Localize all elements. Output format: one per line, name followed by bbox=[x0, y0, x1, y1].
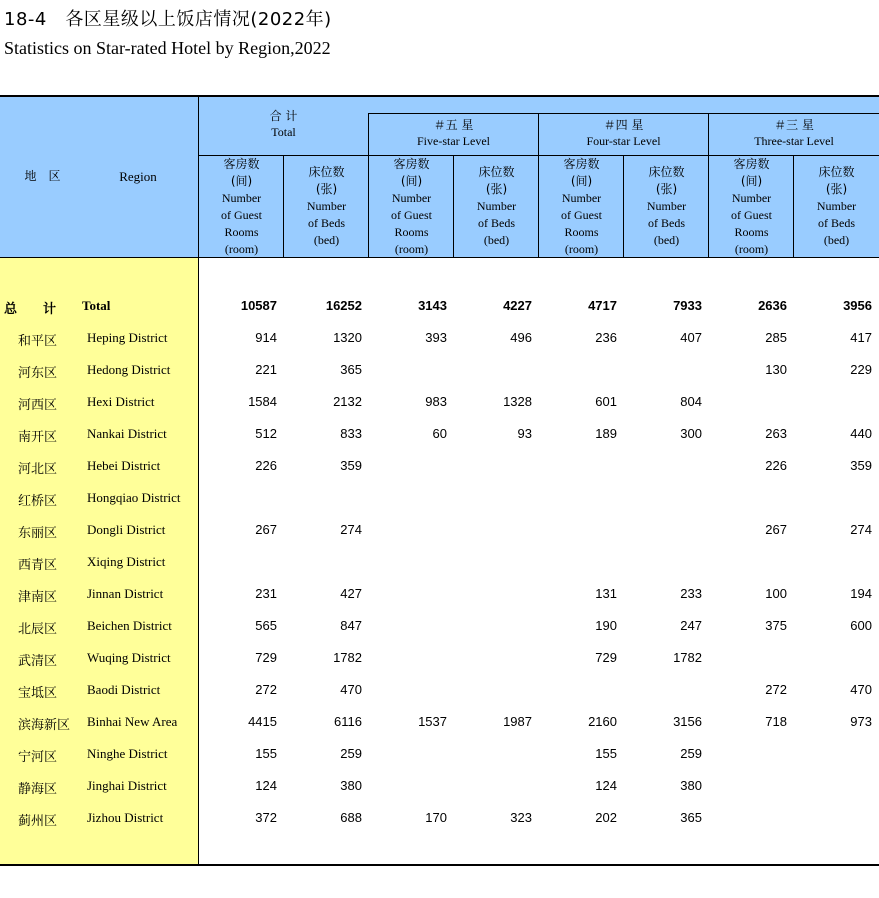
region-en: Jizhou District bbox=[87, 810, 164, 825]
group-header-four-star: ＃四 星 Four-star Level bbox=[586, 118, 661, 148]
cell-four-star-beds: 247 bbox=[680, 618, 702, 633]
table-row bbox=[0, 354, 879, 386]
table-bottom-rule bbox=[0, 864, 879, 866]
cell-three-star-beds: 274 bbox=[850, 522, 872, 537]
subheader-beds: 床位数 (张) Number of Beds (bed) bbox=[476, 165, 517, 247]
region-cn: 河东区 bbox=[18, 366, 58, 381]
cell-five-star-rooms: 60 bbox=[432, 426, 447, 441]
cell-total-beds: 1320 bbox=[333, 330, 362, 345]
cell-total-rooms: 10587 bbox=[240, 298, 277, 313]
cell-four-star-rooms: 4717 bbox=[588, 298, 617, 313]
cell-three-star-beds: 470 bbox=[850, 682, 872, 697]
cell-three-star-rooms: 226 bbox=[765, 458, 787, 473]
cell-total-beds: 16252 bbox=[325, 298, 362, 313]
cell-five-star-rooms: 3143 bbox=[418, 298, 447, 313]
table-row bbox=[0, 738, 879, 770]
cell-total-rooms: 272 bbox=[255, 682, 277, 697]
cell-three-star-rooms: 375 bbox=[765, 618, 787, 633]
region-cn: 武清区 bbox=[18, 654, 58, 669]
table-row bbox=[0, 802, 879, 834]
region-cn: 宝坻区 bbox=[18, 686, 58, 701]
cell-three-star-beds: 973 bbox=[850, 714, 872, 729]
cell-total-rooms: 226 bbox=[255, 458, 277, 473]
cell-total-beds: 427 bbox=[340, 586, 362, 601]
cell-four-star-beds: 233 bbox=[680, 586, 702, 601]
subheader-beds: 床位数 (张) Number of Beds (bed) bbox=[816, 165, 857, 247]
cell-total-beds: 2132 bbox=[333, 394, 362, 409]
region-en: Wuqing District bbox=[87, 650, 171, 665]
cell-total-beds: 470 bbox=[340, 682, 362, 697]
region-cn: 滨海新区 bbox=[18, 718, 71, 733]
table-row bbox=[0, 482, 879, 514]
region-en: Jinnan District bbox=[87, 586, 164, 601]
region-cn: 东丽区 bbox=[18, 526, 58, 541]
region-en: Jinghai District bbox=[87, 778, 167, 793]
cell-five-star-rooms: 1537 bbox=[418, 714, 447, 729]
title-chinese: 18-4 各区星级以上饭店情况(2022年) bbox=[4, 9, 332, 30]
region-en: Beichen District bbox=[87, 618, 172, 633]
region-cn: 宁河区 bbox=[18, 750, 58, 765]
cell-five-star-beds: 323 bbox=[510, 810, 532, 825]
region-en: Baodi District bbox=[87, 682, 161, 697]
group-header-total: 合 计 Total bbox=[269, 109, 298, 139]
cell-total-rooms: 565 bbox=[255, 618, 277, 633]
cell-three-star-rooms: 272 bbox=[765, 682, 787, 697]
subheader-rooms: 客房数 (间) Number of Guest Rooms (room) bbox=[391, 157, 432, 256]
region-cn: 河西区 bbox=[18, 398, 58, 413]
group-header-three-star: ＃三 星 Three-star Level bbox=[754, 118, 834, 148]
cell-three-star-rooms: 718 bbox=[765, 714, 787, 729]
cell-total-beds: 847 bbox=[340, 618, 362, 633]
cell-five-star-rooms: 393 bbox=[425, 330, 447, 345]
region-cn: 蓟州区 bbox=[18, 814, 58, 829]
table-row-total bbox=[0, 290, 879, 322]
cell-five-star-beds: 496 bbox=[510, 330, 532, 345]
table-row bbox=[0, 578, 879, 610]
cell-three-star-beds: 600 bbox=[850, 618, 872, 633]
table-row bbox=[0, 386, 879, 418]
region-header-en: Region bbox=[119, 169, 157, 184]
region-cn: 南开区 bbox=[18, 430, 58, 445]
table-top-rule bbox=[0, 95, 879, 97]
cell-three-star-rooms: 285 bbox=[765, 330, 787, 345]
cell-three-star-rooms: 130 bbox=[765, 362, 787, 377]
cell-three-star-rooms: 2636 bbox=[758, 298, 787, 313]
cell-total-rooms: 155 bbox=[255, 746, 277, 761]
region-cn: 总 计 bbox=[4, 302, 57, 317]
region-cn: 红桥区 bbox=[18, 494, 58, 509]
cell-four-star-rooms: 202 bbox=[595, 810, 617, 825]
cell-four-star-rooms: 155 bbox=[595, 746, 617, 761]
cell-four-star-beds: 7933 bbox=[673, 298, 702, 313]
cell-four-star-rooms: 131 bbox=[595, 586, 617, 601]
cell-total-beds: 365 bbox=[340, 362, 362, 377]
cell-five-star-rooms: 983 bbox=[425, 394, 447, 409]
group-header-rule bbox=[369, 113, 879, 114]
region-en: Hongqiao District bbox=[87, 490, 181, 505]
cell-total-beds: 274 bbox=[340, 522, 362, 537]
region-en: Hebei District bbox=[87, 458, 161, 473]
region-en: Heping District bbox=[87, 330, 168, 345]
cell-three-star-rooms: 100 bbox=[765, 586, 787, 601]
cell-five-star-rooms: 170 bbox=[425, 810, 447, 825]
subheader-rooms: 客房数 (间) Number of Guest Rooms (room) bbox=[731, 157, 772, 256]
cell-total-beds: 359 bbox=[340, 458, 362, 473]
region-cn: 津南区 bbox=[18, 590, 58, 605]
subheader-rooms: 客房数 (间) Number of Guest Rooms (room) bbox=[221, 157, 262, 256]
cell-four-star-rooms: 189 bbox=[595, 426, 617, 441]
subheader-beds: 床位数 (张) Number of Beds (bed) bbox=[306, 165, 347, 247]
table-row bbox=[0, 418, 879, 450]
cell-four-star-beds: 407 bbox=[680, 330, 702, 345]
cell-total-rooms: 221 bbox=[255, 362, 277, 377]
table-row bbox=[0, 514, 879, 546]
region-en: Total bbox=[82, 298, 111, 313]
region-en: Xiqing District bbox=[87, 554, 166, 569]
cell-total-rooms: 914 bbox=[255, 330, 277, 345]
cell-total-rooms: 4415 bbox=[248, 714, 277, 729]
region-en: Binhai New Area bbox=[87, 714, 178, 729]
table-row bbox=[0, 770, 879, 802]
table-row bbox=[0, 450, 879, 482]
cell-four-star-beds: 259 bbox=[680, 746, 702, 761]
cell-four-star-beds: 365 bbox=[680, 810, 702, 825]
region-en: Hexi District bbox=[87, 394, 155, 409]
region-cn: 静海区 bbox=[18, 782, 58, 797]
region-header-cn: 地 区 bbox=[24, 169, 61, 183]
cell-total-beds: 6116 bbox=[334, 714, 362, 729]
cell-four-star-beds: 380 bbox=[680, 778, 702, 793]
cell-total-beds: 259 bbox=[340, 746, 362, 761]
title-english: Statistics on Star-rated Hotel by Region,2022 bbox=[4, 38, 331, 58]
subheader-beds: 床位数 (张) Number of Beds (bed) bbox=[646, 165, 687, 247]
cell-three-star-rooms: 263 bbox=[765, 426, 787, 441]
region-en: Dongli District bbox=[87, 522, 166, 537]
cell-five-star-beds: 93 bbox=[517, 426, 532, 441]
cell-three-star-beds: 194 bbox=[850, 586, 872, 601]
cell-four-star-beds: 1782 bbox=[673, 650, 702, 665]
region-cn: 西青区 bbox=[18, 558, 58, 573]
group-header-five-star: ＃五 星 Five-star Level bbox=[417, 118, 490, 148]
cell-three-star-beds: 440 bbox=[850, 426, 872, 441]
cell-four-star-beds: 300 bbox=[680, 426, 702, 441]
cell-four-star-beds: 804 bbox=[680, 394, 702, 409]
region-cn: 北辰区 bbox=[18, 622, 58, 637]
region-cn: 河北区 bbox=[18, 462, 58, 477]
subheader-rooms: 客房数 (间) Number of Guest Rooms (room) bbox=[561, 157, 602, 256]
cell-five-star-beds: 1328 bbox=[503, 394, 532, 409]
cell-total-beds: 1782 bbox=[333, 650, 362, 665]
region-cn: 和平区 bbox=[18, 334, 58, 349]
region-en: Hedong District bbox=[87, 362, 171, 377]
table-row bbox=[0, 322, 879, 354]
table-row bbox=[0, 642, 879, 674]
table-row bbox=[0, 610, 879, 642]
cell-total-rooms: 231 bbox=[255, 586, 277, 601]
cell-four-star-rooms: 190 bbox=[595, 618, 617, 633]
cell-total-beds: 688 bbox=[340, 810, 362, 825]
cell-total-rooms: 267 bbox=[255, 522, 277, 537]
cell-total-rooms: 372 bbox=[255, 810, 277, 825]
cell-five-star-beds: 1987 bbox=[503, 714, 532, 729]
cell-three-star-rooms: 267 bbox=[765, 522, 787, 537]
cell-four-star-rooms: 124 bbox=[595, 778, 617, 793]
cell-total-beds: 380 bbox=[340, 778, 362, 793]
cell-total-beds: 833 bbox=[340, 426, 362, 441]
table-row bbox=[0, 546, 879, 578]
cell-total-rooms: 124 bbox=[255, 778, 277, 793]
table-row bbox=[0, 674, 879, 706]
region-en: Ninghe District bbox=[87, 746, 168, 761]
cell-total-rooms: 512 bbox=[255, 426, 277, 441]
table-row bbox=[0, 706, 879, 738]
region-en: Nankai District bbox=[87, 426, 167, 441]
cell-three-star-beds: 3956 bbox=[843, 298, 872, 313]
cell-four-star-rooms: 2160 bbox=[588, 714, 617, 729]
cell-five-star-beds: 4227 bbox=[503, 298, 532, 313]
cell-three-star-beds: 417 bbox=[850, 330, 872, 345]
cell-total-rooms: 1584 bbox=[248, 394, 277, 409]
cell-total-rooms: 729 bbox=[255, 650, 277, 665]
cell-four-star-rooms: 601 bbox=[595, 394, 617, 409]
cell-four-star-rooms: 729 bbox=[595, 650, 617, 665]
cell-four-star-beds: 3156 bbox=[673, 714, 702, 729]
cell-three-star-beds: 229 bbox=[850, 362, 872, 377]
cell-three-star-beds: 359 bbox=[850, 458, 872, 473]
cell-four-star-rooms: 236 bbox=[595, 330, 617, 345]
